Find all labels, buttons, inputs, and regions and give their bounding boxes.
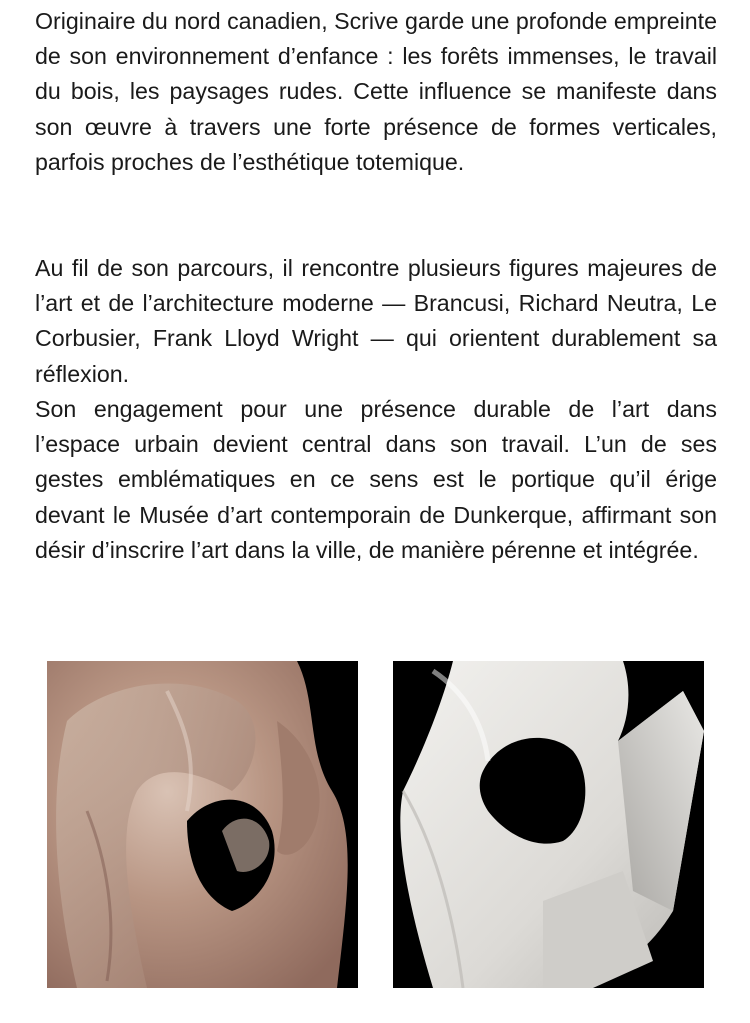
white-marble-sculpture-illustration	[393, 661, 704, 988]
sculpture-photo-pink-marble	[47, 661, 358, 988]
paragraph-influences: Au fil de son parcours, il rencontre plusieurs figures majeures de l’art et de l’architecture moderne — Brancusi, Richard Neutra, Le Corbusier, Frank Lloyd Wright — qui orientent durablement sa réflexion.	[35, 255, 717, 387]
paragraph-origins: Originaire du nord canadien, Scrive garde une profonde empreinte de son environnement d’enfance : les forêts immenses, le travail du bois, les paysages rudes. Cette influence se manifeste dans son œuvre à travers une forte présence de formes verticales, parfois proches de l’esthétique totemique.	[35, 8, 717, 175]
pink-marble-sculpture-illustration	[47, 661, 358, 988]
sculpture-photo-white-marble	[393, 661, 704, 988]
paragraph-urban-art: Son engagement pour une présence durable de l’art dans l’espace urbain devient central dans son travail. L’un de ses gestes emblématiques en ce sens est le portique qu’il érige devant le Musée d’art contemporain de Dunkerque, affirmant son désir d’inscrire l’art dans la ville, de manière pérenne et intégrée.	[35, 396, 717, 563]
